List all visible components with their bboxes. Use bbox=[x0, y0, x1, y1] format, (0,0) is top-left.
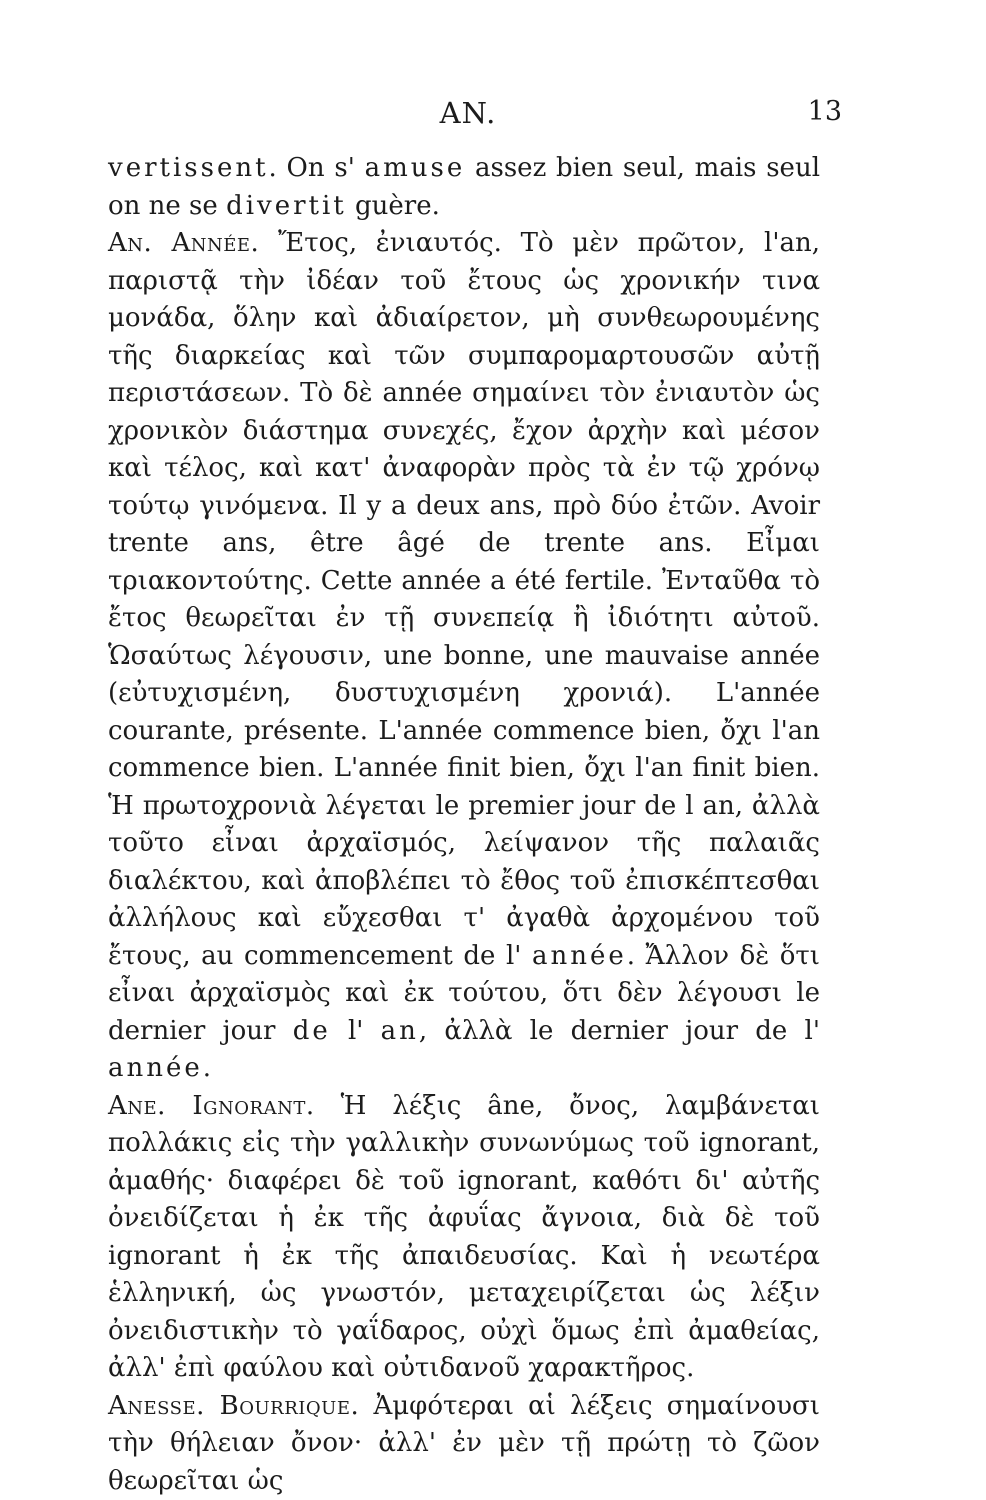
paragraph bbox=[108, 150, 820, 225]
entry-headword: Ane. Ignorant. bbox=[108, 1090, 315, 1121]
text-run: vertissent bbox=[108, 153, 269, 183]
text-run: amuse bbox=[364, 153, 466, 183]
paragraph bbox=[108, 1388, 820, 1500]
text-run: Ἔτος, ἐνιαυτός. Τὸ μὲν πρῶτον, l'an, παριστᾷ τὴν ἰδέαν τοῦ ἔτους ὡς χρονικήν τινα μονάδα, ὅλην καὶ ἀδιαίρετον, μὴ συνθεωρουμένης τῆς διαρκείας καὶ τῶν συμπαρομαρτουσῶν αὐτῇ περιστάσεων. Τὸ δὲ année σημαίνει τὸν ἐνιαυτὸν ὡς χρονικὸν διάστημα συνεχές, ἔχον ἀρχὴν καὶ μέσον καὶ τέλος, καὶ κατ' ἀναφορὰν πρὸς τὰ ἐν τῷ χρόνῳ τούτῳ γινόμενα. Il y a deux ans, πρὸ δύο ἐτῶν. Avoir trente ans, être âgé de trente ans. Εἶμαι τριακοντούτης. Cette année a été fertile. Ἐνταῦθα τὸ ἔτος θεωρεῖται ἐν τῇ συνεπείᾳ ἢ ἰδιότητι αὐτοῦ. Ὡσαύτως λέγουσιν, une bonne, une mauvaise année (εὐτυχισμένη, δυστυχισμένη χρονιά). L'année courante, présente. L'année commence bien, ὄχι l'an commence bien. L'année finit bien, ὄχι l'an finit bien. Ἡ πρωτοχρονιὰ λέγεται le premier jour de l an, ἀλλὰ τοῦτο εἶναι ἀρχαϊσμός, λείψανον τῆς παλαιᾶς διαλέκτου, καὶ ἀποβλέπει τὸ ἔθος τοῦ ἐπισκέπτεσθαι ἀλλήλους καὶ εὔχεσθαι τ' ἀγαθὰ ἀρχομένου τοῦ ἔτους, au commencement de l' bbox=[108, 228, 820, 971]
paragraph bbox=[108, 1088, 820, 1388]
text-run: . bbox=[202, 1053, 212, 1083]
text-run: assez bien seul, mais seul on ne se bbox=[108, 153, 821, 221]
text-run: Ἡ λέξις âne, ὄνος, λαμβάνεται πολλάκις εἰς τὴν γαλλικὴν συνωνύμως τοῦ ignorant, ἀμαθής· διαφέρει δὲ τοῦ ignorant, καθότι δι' αὐτῆς ὀνειδίζεται ἡ ἐκ τῆς ἀφυΐας ἄγνοια, διὰ δὲ τοῦ ignorant ἡ ἐκ τῆς ἀπαιδευσίας. Καὶ ἡ νεωτέρα ἑλληνική, ὡς γνωστόν, μεταχειρίζεται ὡς λέξιν ὀνειδιστικὴν τὸ γαΐδαρος, οὐχὶ ὅμως ἐπὶ ἀμαθείας, ἀλλ' ἐπὶ φαύλου καὶ οὐτιδανοῦ χαρακτῆρος. bbox=[108, 1090, 820, 1383]
text-run: an bbox=[380, 1015, 419, 1046]
text-run: , ἀλλὰ le dernier jour de l' bbox=[418, 1015, 820, 1046]
paragraph bbox=[108, 225, 820, 1088]
text-run: guère. bbox=[346, 190, 440, 221]
body-text bbox=[108, 150, 820, 1500]
text-run: l' bbox=[330, 1015, 381, 1046]
text-run: de bbox=[292, 1015, 331, 1046]
running-head: AN. bbox=[439, 96, 497, 130]
text-run: année bbox=[531, 940, 627, 971]
page-number: 13 bbox=[807, 96, 842, 127]
entry-headword: An. Année. bbox=[108, 228, 260, 258]
text-run: . On s' bbox=[268, 153, 365, 183]
text-run: Ἀμφότεραι αἱ λέξεις σημαίνουσι τὴν θήλειαν ὄνον· ἀλλ' ἐν μὲν τῇ πρώτῃ τὸ ζῶον θεωρεῖται ὡς bbox=[108, 1390, 820, 1496]
page-header bbox=[108, 92, 842, 136]
text-run: . Ἄλλον δὲ ὅτι εἶναι ἀρχαϊσμὸς καὶ ἐκ τούτου, ὅτι δὲν λέγουσι le dernier jour bbox=[108, 940, 820, 1046]
text-run: divertit bbox=[226, 190, 347, 221]
entry-headword: Anesse. Bourrique. bbox=[108, 1390, 360, 1421]
text-run: année bbox=[108, 1053, 203, 1083]
